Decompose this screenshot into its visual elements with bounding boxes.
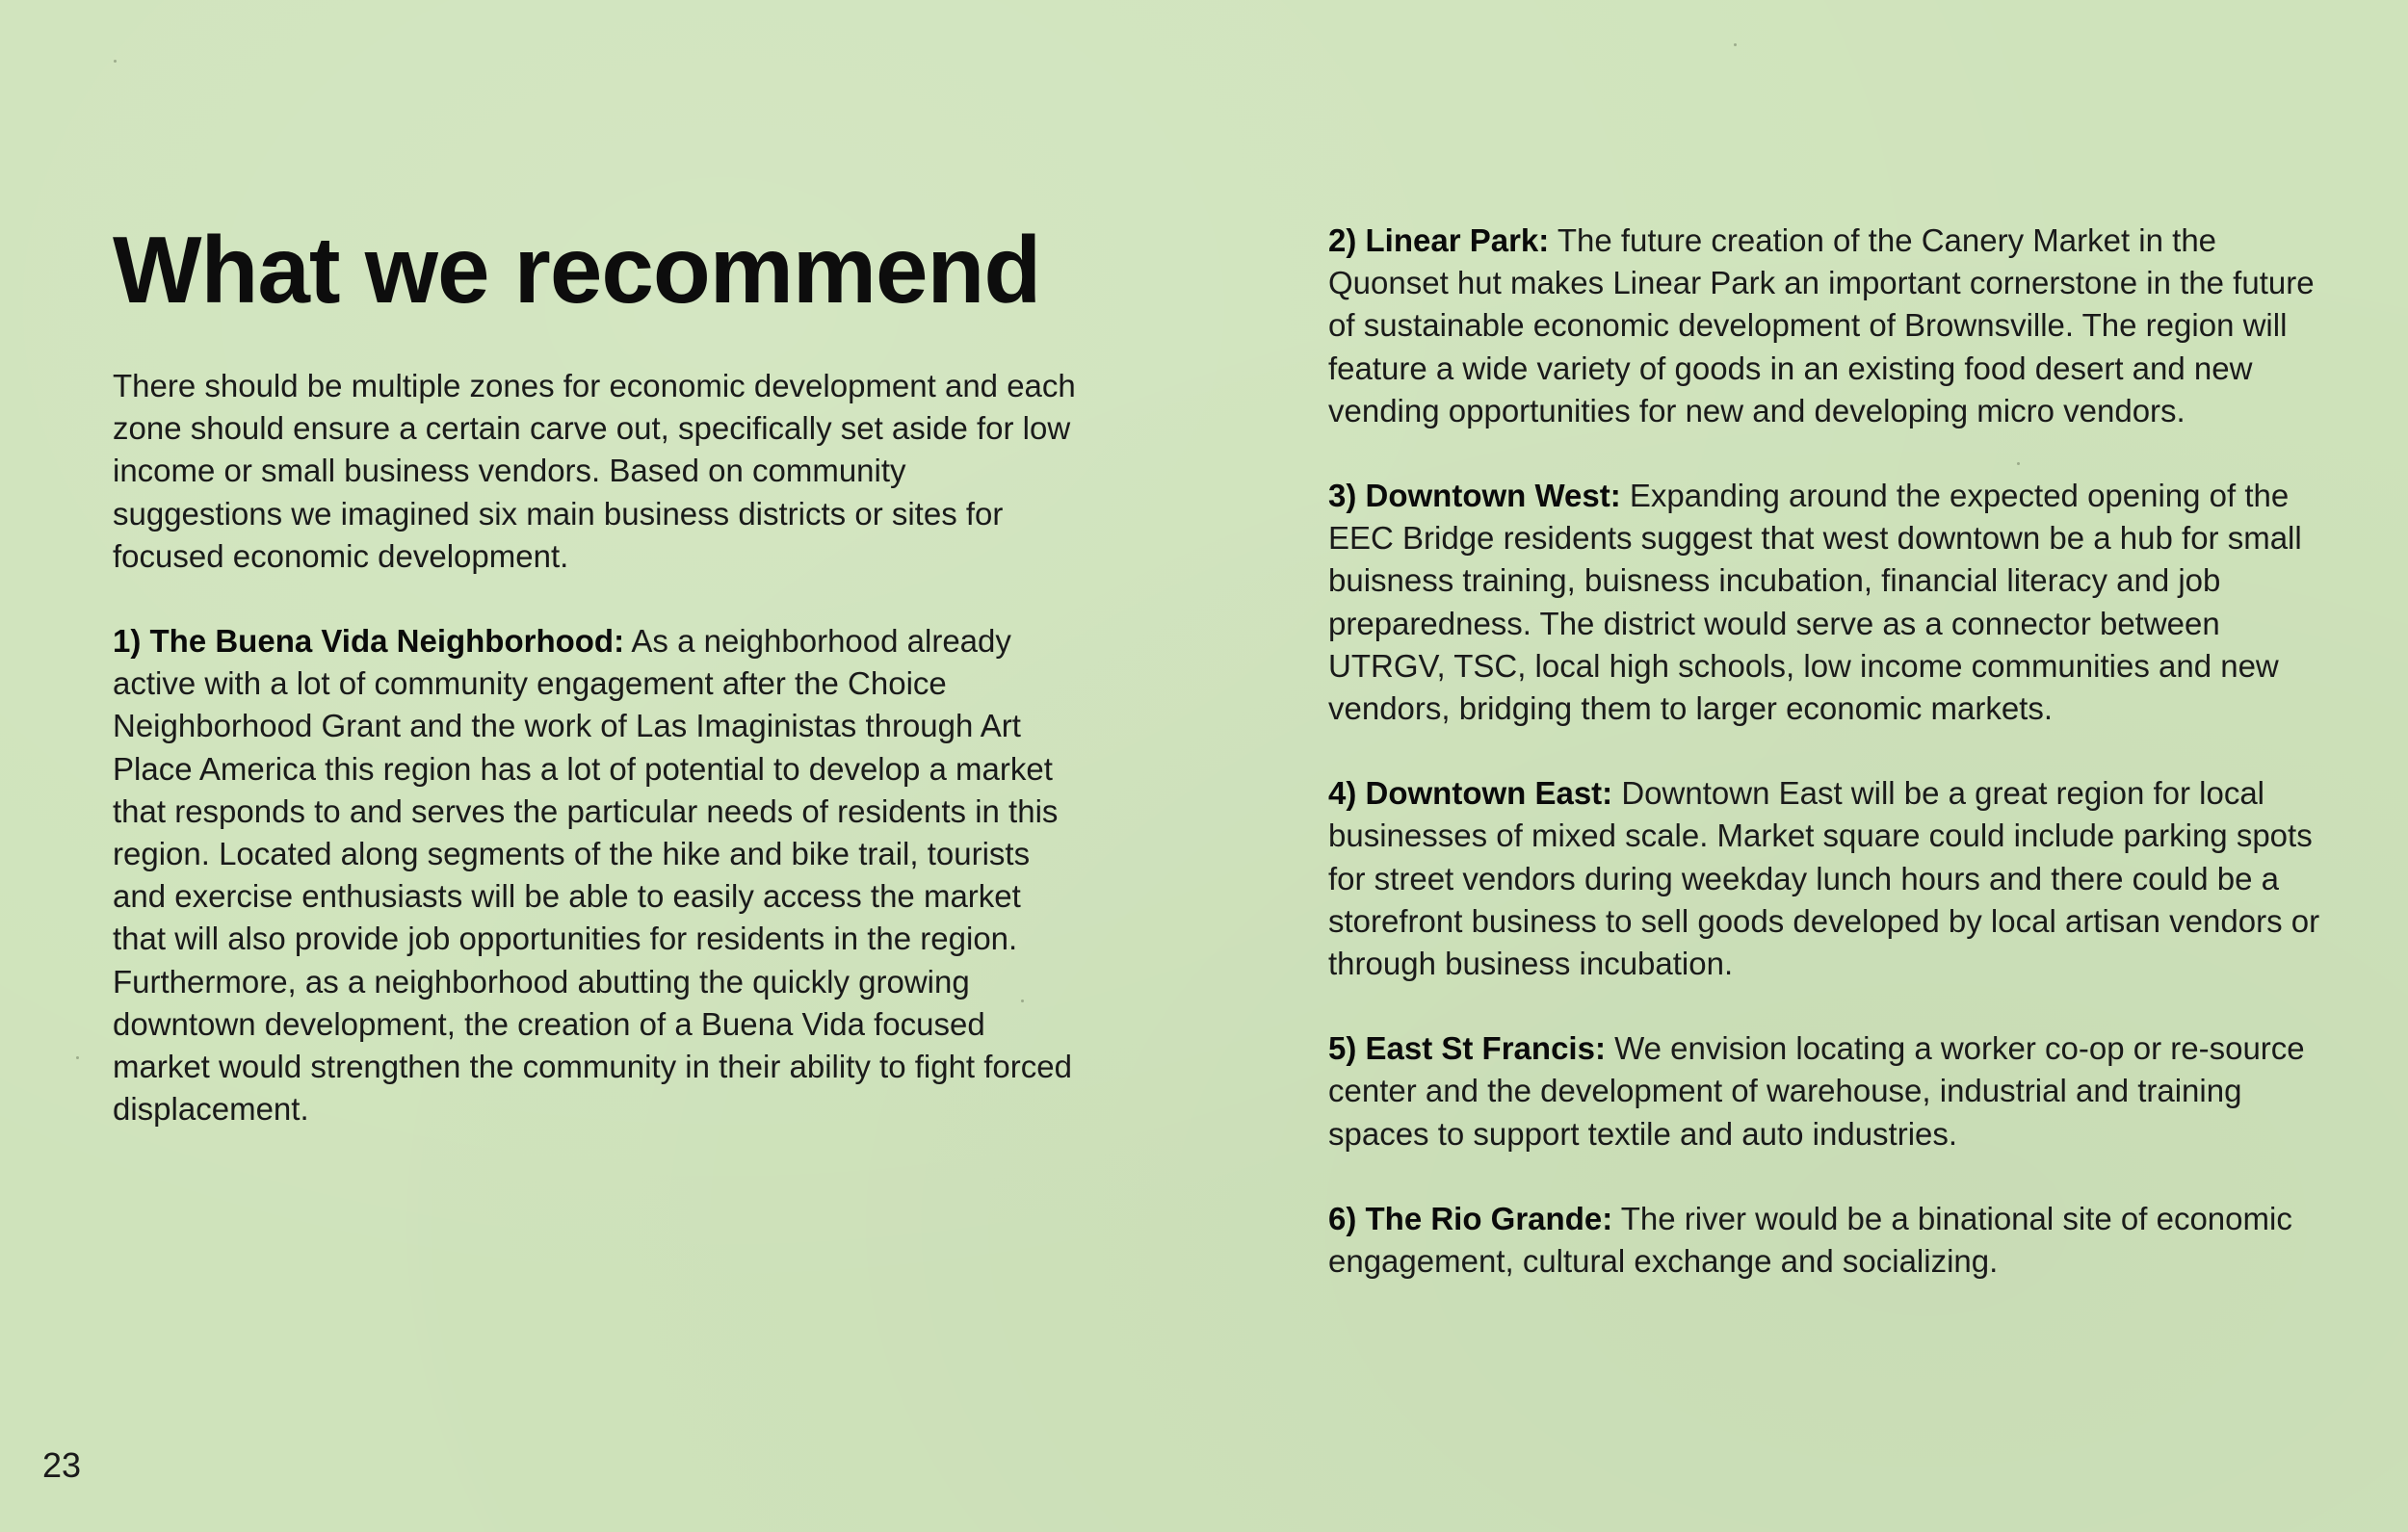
district-text: As a neighborhood already active with a lot of community engagement after the Choice Neighborhood Grant and the work of Las Imaginistas through Art Place America this region has a lot of potential to develop a market that responds to and serves the particular needs of residents in this region. Located along segments of the hike and bike trail, tourists and exercise enthusiasts will be able to easily access the market that will also provide job opportunities for residents in the region. Furthermore, as a neighborhood abutting the quickly growing downtown development, the creation of a Buena Vida focused market would strengthen the community in their ability to fight forced displacement. xyxy=(113,623,1072,1128)
paper-speck xyxy=(114,60,117,63)
district-text: Expanding around the expected opening of the EEC Bridge residents suggest that west downtown be a hub for small buisness training, buisness incubation, financial literacy and job preparedness. The district would serve as a connector between UTRGV, TSC, local high schools, low income communities and new vendors, bridging them to larger economic markets. xyxy=(1328,478,2302,727)
district-downtown-east xyxy=(1328,772,2325,985)
paper-speck xyxy=(76,1056,79,1059)
intro-paragraph: There should be multiple zones for economic development and each zone should ensure a certain carve out, specifically set aside for low income or small business vendors. Based on community suggestions we imagined six main business districts or sites for focused economic development. xyxy=(113,368,1076,574)
paper-speck xyxy=(1984,1092,1987,1095)
left-column xyxy=(113,217,1076,1130)
page-title: What we recommend xyxy=(113,217,1041,323)
district-text: Downtown East will be a great region for local businesses of mixed scale. Market square could include parking spots for street vendors during weekday lunch hours and there could be a storefront business to sell goods developed by local artisan vendors or through business incubation. xyxy=(1328,775,2320,982)
district-heading: 1) The Buena Vida Neighborhood: xyxy=(113,623,625,660)
district-heading: 2) Linear Park: xyxy=(1328,222,1550,258)
right-column xyxy=(1328,220,2325,1283)
page-number: 23 xyxy=(42,1445,82,1485)
district-text: The river would be a binational site of economic engagement, cultural exchange and socializing. xyxy=(1328,1200,2292,1280)
district-linear-park xyxy=(1328,220,2325,432)
district-rio-grande xyxy=(1328,1198,2325,1283)
district-buena-vida xyxy=(113,620,1076,1130)
district-text: We envision locating a worker co-op or re-source center and the development of warehouse, industrial and training spaces to support textile and auto industries. xyxy=(1328,1030,2305,1152)
district-east-st-francis xyxy=(1328,1027,2325,1155)
district-heading: 4) Downtown East: xyxy=(1328,775,1613,812)
district-heading: 6) The Rio Grande: xyxy=(1328,1200,1613,1236)
district-text: The future creation of the Canery Market in the Quonset hut makes Linear Park an important cornerstone in the future of sustainable economic development of Brownsville. The region will feature a wide variety of goods in an existing food desert and new vending opportunities for new and developing micro vendors. xyxy=(1328,222,2315,428)
district-heading: 3) Downtown West: xyxy=(1328,478,1621,514)
paper-speck xyxy=(2017,462,2020,465)
district-heading: 5) East St Francis: xyxy=(1328,1030,1606,1067)
paper-speck xyxy=(1734,43,1737,46)
paper-speck xyxy=(1021,1000,1024,1002)
district-downtown-west xyxy=(1328,475,2325,730)
